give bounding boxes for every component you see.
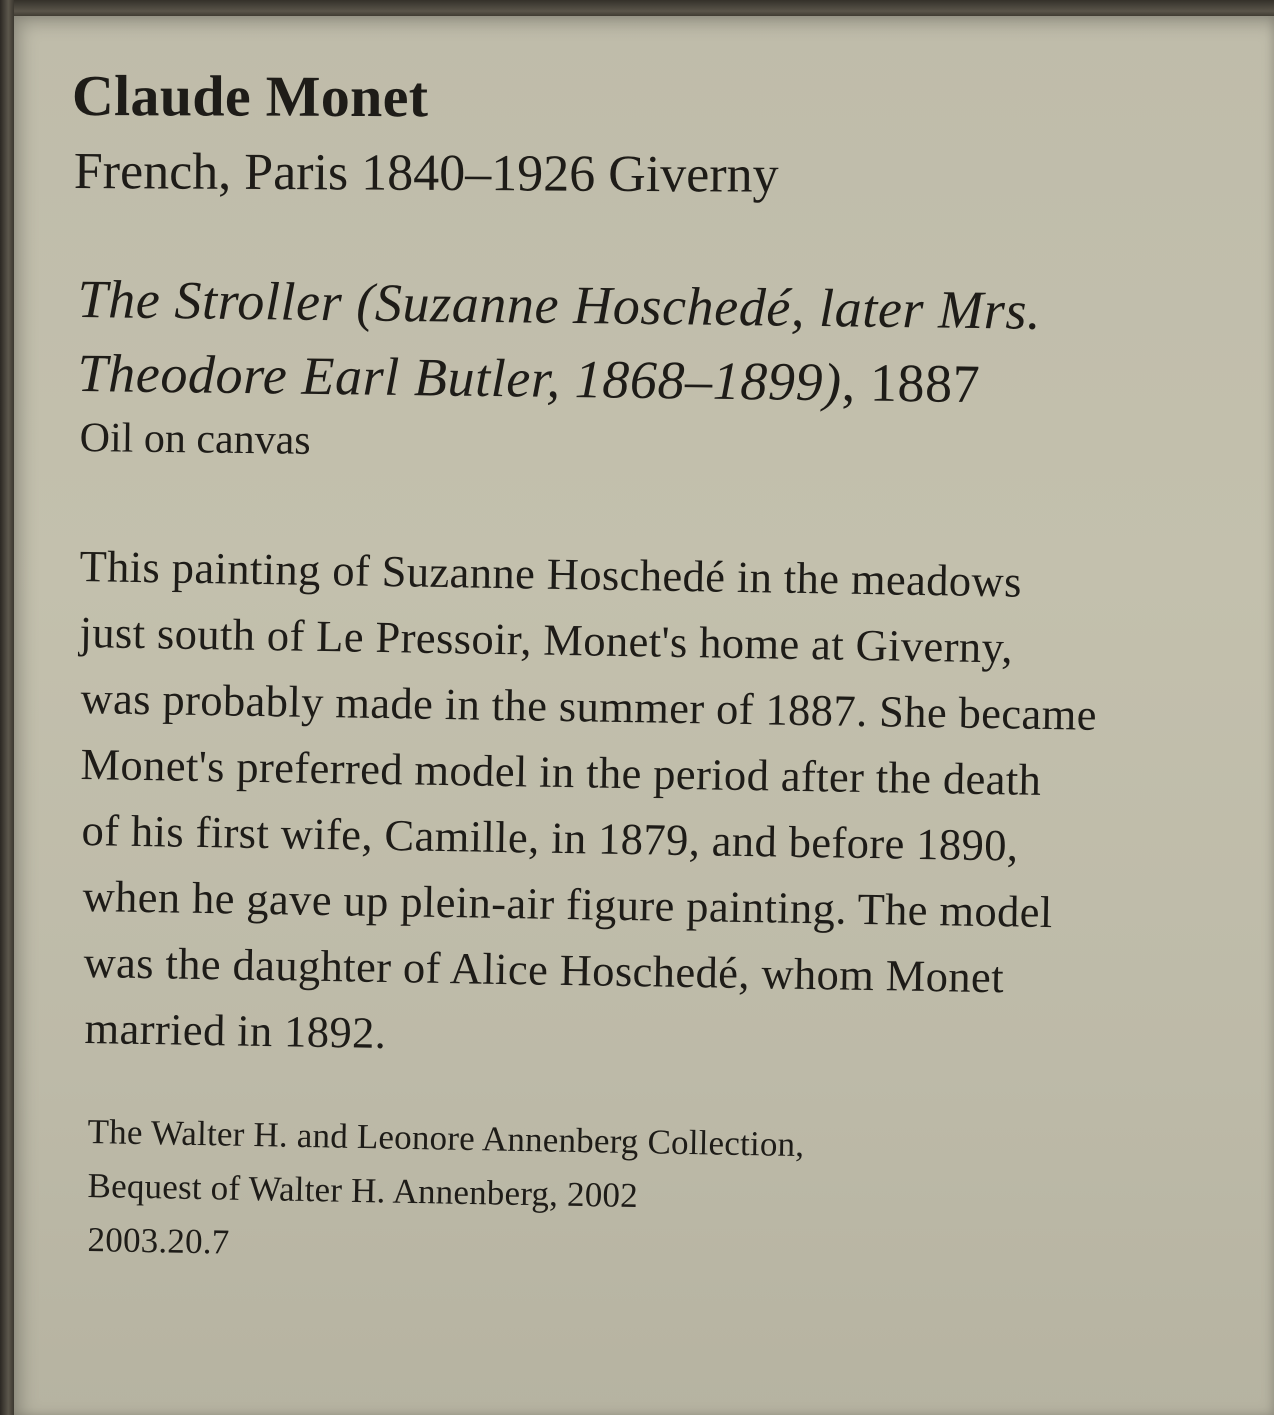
frame-left-edge	[0, 0, 14, 1415]
accession-number: 2003.20.7	[87, 1220, 230, 1262]
description-line: just south of Le Pressoir, Monet's home at Giverny,	[79, 606, 1014, 673]
artwork-medium: Oil on canvas	[79, 414, 311, 464]
description-line: was the daughter of Alice Hoschedé, whom Monet	[83, 936, 1005, 1003]
description-line: of his first wife, Camille, in 1879, and before 1890,	[81, 804, 1019, 871]
description-line: This painting of Suzanne Hoschedé in the meadows	[79, 540, 1023, 607]
artwork-title-line-1	[77, 268, 1041, 342]
description-line: Monet's preferred model in the period after the death	[80, 738, 1042, 805]
artwork-title-line-2	[77, 342, 980, 415]
artwork-date: , 1887	[841, 352, 981, 415]
description-line: was probably made in the summer of 1887. She became	[80, 672, 1098, 740]
artwork-title-italic-2: Theodore Earl Butler, 1868–1899)	[77, 342, 843, 413]
credit-line-collection: The Walter H. and Leonore Annenberg Collection,	[87, 1112, 805, 1165]
frame-top-edge	[0, 0, 1274, 16]
artwork-title-italic-1: The Stroller (Suzanne Hoschedé, later Mrs.	[77, 268, 1042, 341]
description-line: when he gave up plein-air figure painting. The model	[82, 870, 1054, 938]
artist-name: Claude Monet	[71, 62, 429, 130]
credit-line-bequest: Bequest of Walter H. Annenberg, 2002	[87, 1166, 639, 1216]
description-line: married in 1892.	[84, 1002, 387, 1058]
artist-bio: French, Paris 1840–1926 Giverny	[73, 142, 779, 204]
